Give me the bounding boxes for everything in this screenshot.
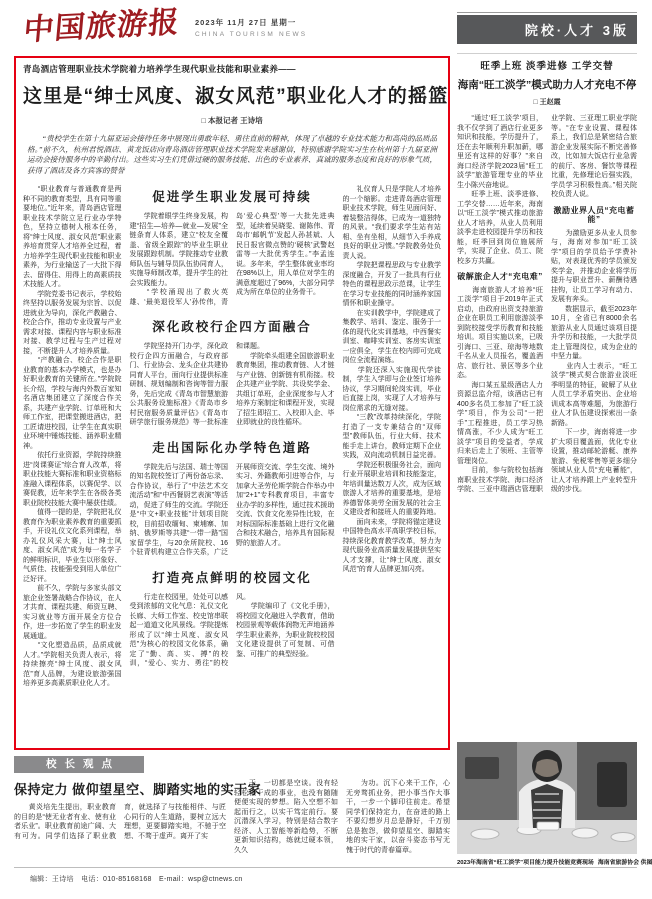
- side-article-subhead-2: 激励业界人员“充电蓄能”: [553, 205, 635, 224]
- section-heading-1: 促进学生职业发展可持续: [152, 190, 312, 204]
- main-article-lead: “贵校学生在第十九届亚运会接待任务中展现出勇敢年轻、勇往直前的精神，体现了卓越的专业技术能力和高尚的品质品格。”前不久，杭州君悦酒店、黄龙饭店向青岛酒店管理职业技术学院发来感谢信，特别感谢学院实习生在杭州第十九届亚洲运动会接待服务中的辛勤付出。这些实习生们凭借过硬的服务技能、出色的专业素养、真诚的服务态度和良好的形象气质，获得了酒店及各方宾客的赞誉: [27, 134, 437, 175]
- principal-viewpoint-section: [14, 756, 450, 857]
- section-banner-label: 院校·人才 3版: [457, 15, 637, 44]
- side-article-text-1: 海南旅游人才培养“旺工淡学”项目于2019年正式启动，由政府出资支持旅游企业在职员工利用旅游淡季到院校接受学历教育和技能培训。项目实施以来，已吸引海口、三亚、琼海等地数千名从业人员报名，覆盖酒店、旅行社、景区等多个业态。 海口某五星级酒店人力资源总监介绍，该酒店已有400多名员工参加了“旺工淡学”项目，作为公司“一把手”工程推进，员工学习热情高涨，不少人成为“旺工淡学”项目的受益者，学成归来后走上了领班、主管等管理岗位。 目前，参与院校包括海南职业技术学院、海口经济学院、三亚中瑞酒店管理职业学院、三亚理工职业学院等。“在专业设置、课程体系上，我们总是紧密结合旅游企业发展实际不断完善修改，比如加大饭店行业急需的前厅、客房、餐饮等课程比重，先修理论后强实践，学员学习积极性高。”相关院校负责人说。: [457, 115, 637, 493]
- main-article-column-1: “职业教育与普通教育是两种不同的教育类型，具有同等重要地位。”近年来，青岛酒店管理职业技术学院立足行业办学特色，坚持立德树人根本任务，将“绅士风度、淑女风范”职业素养培育贯穿人才培养全过程，着力培养学生现代职业技能和职业素养，为行业输送了一大批下得去、留得住、用得上的高素质技术技能人才。 学院党委书记表示，学校始终坚持以服务发展为宗旨、以促进就业为导向，深化产教融合、校企合作，推动专业设置与产业需求对接、课程内容与职业标准对接、教学过程与生产过程对接，不断提升人才培养质量。 “产教融合、校企合作是职业教育的基本办学模式，也是办好职业教育的关键所在。”学院院长介绍，学校与海内外数百家知名酒店集团建立了深度合作关系，共建产业学院、订单班和大师工作室，把课堂搬进酒店，把工匠请进校园，让学生在真实职业环境中锤炼技能、涵养职业精神。 依托行业资源，学院持续推进“岗课赛证”综合育人改革，将职业技能大赛标准和职业资格标准融入课程体系，以赛促学、以赛促教，近年来学生在各级各类职业院校技能大赛中屡获佳绩。 值得一提的是，学院把礼仪教育作为职业素养教育的重要抓手，开设礼仪文化系列课程，举办礼仪风采大赛，让“绅士风度、淑女风范”成为每一名学子的鲜明标识，毕业生以形象好、气质佳、技能强受到用人单位广泛好评。 前不久，学院与多家头部文旅企业签署战略合作协议，在人才共育、课程共建、师资互聘、实习就业等方面开展全方位合作，进一步拓宽了学生的职业发展通道。 “文化塑造品质，品质成就人才。”学院相关负责人表示，将持续擦亮“绅士风度、淑女风范”育人品牌，为建设旅游强国培养更多高素质职业化人才。: [23, 186, 122, 687]
- banner-bottom-rule: [457, 53, 637, 54]
- principal-headline: 保持定力 做仰望星空、脚踏实地的实干家: [14, 782, 262, 797]
- footer-editor-line: 编辑：王诗培 电话：010-85168168 E-mail：wsp@ctnews.cn: [30, 876, 243, 883]
- side-article-intro: “通过‘旺工淡学’项目，我不仅学到了酒店行业更多知识和技能，学历提升了，还在去年顺利升职加薪，哪里还有这样的好事？”来自海口经济学院2023届“旺工淡学”旅游管理专业的毕业生小陈兴奋地说。 旺季上班、淡季进修、工学交替……近年来，海南以“旺工淡学”模式推动旅游业人才培养，从业人员利用淡季走进校园提升学历和技能，旺季回到岗位施展所学，实现了企业、员工、院校多方共赢。: [457, 115, 543, 265]
- photo-credit: 海南省旅游协会 供图: [597, 860, 652, 866]
- competition-photo: [457, 742, 637, 854]
- newspaper-english-name: CHINA TOURISM NEWS: [195, 31, 308, 38]
- section-heading-2: 深化政校行企四方面融合: [152, 320, 312, 334]
- main-article-center-columns: [130, 185, 335, 733]
- main-article-byline: □ 本报记者 王诗培: [201, 116, 263, 125]
- banner-top-rule: [457, 12, 637, 13]
- section-heading-4: 打造亮点鲜明的校园文化: [152, 570, 312, 585]
- section-heading-3: 走出国际化办学特色道路: [152, 440, 312, 455]
- principal-section-label: 校长观点: [14, 756, 144, 773]
- principal-left-block: [14, 779, 262, 857]
- section-text-4: 行走在校园里，处处可以感受到浓郁的文化气息：礼仪文化长廊、大师工作室、校史馆串联起一道道文化风景线。学院提炼形成了以“绅士风度、淑女风范”为核心的校园文化体系，确定了“勤、高、实、搏”的校训，“爱心、实力、勇往”的校风。 学院编印了《文化手册》，将校园文化融进入学教育，借助校园景观等载体润物无声地涵养学生职业素养，为职业院校校园文化建设提供了可复制、可借鉴、可推广的典型经验。: [129, 593, 335, 667]
- side-article-subhead-1: 破解旅企人才“充电难”: [457, 272, 543, 281]
- side-article-headline: 海南“旺工淡学”模式助力人才充电不停: [457, 79, 637, 91]
- masthead: [21, 4, 308, 49]
- photo-caption: [457, 857, 652, 866]
- newspaper-logo: 中国旅游报: [21, 4, 182, 49]
- section-text-2: 学院坚持开门办学，深化政校行企四方面融合，与政府部门、行业协会、龙头企业共建协同育人平台，面向行业提供标准研制、规划编制和咨询等智力服务，先后完成《青岛市智慧旅游公共服务设施标准》《青岛市乡村民宿服务质量评估》《青岛市研学旅行服务规范》等一批标准和课题。 学院牵头组建全国旅游职业教育集团，推动教育链、人才链与产业链、创新链有机衔接。校企共建产业学院、共设奖学金、共组订单班，企业深度参与人才培养方案制定和课程开发，实现了招生即招工、入校即入企、毕业即就业的良性循环。: [129, 343, 335, 426]
- side-article: [457, 58, 637, 722]
- main-article-kicker: 青岛酒店管理职业技术学院着力培养学生现代职业技能和职业素养——: [23, 64, 296, 74]
- side-article-text-2: 为激励更多从业人员参与，海南对参加“旺工淡学”项目的学员给予学费补贴，对表现优秀的学员颁发奖学金，并推动企业将学历提升与职业晋升、薪酬待遇挂钩，让员工学习有动力、发展有奔头。 数据显示，截至2023年10月，全省已有8000余名旅游从业人员通过该项目提升学历和技能，一大批学员走上管理岗位，成为企业的中坚力量。 业内人士表示，“旺工淡学”模式契合旅游业淡旺季明显的特征，破解了从业人员工学矛盾突出、企业培训成本高等难题，为旅游行业人才队伍建设探索出一条新路。 下一步，海南将进一步扩大项目覆盖面，优化专业设置，推动邮轮游艇、康养旅游、免税零售等更多细分领域从业人员“充电蓄能”，让人才培养跟上产业转型升级的步伐。: [551, 229, 637, 493]
- principal-intro-text: 黄炎培先生提出，职业教育的目的是“使无业者有业、使有业者乐业”。职业教育前途广阔、大有可为。同学们选择了职业教育，就选择了与技能相伴、与匠心同行的人生道路，要树立远大理想，更要脚踏实地，不驰于空想、不骛于虚声。离开了实: [14, 804, 226, 840]
- main-article-body: [23, 185, 441, 733]
- principal-body: [14, 779, 450, 857]
- main-article: [14, 56, 450, 750]
- side-article-kicker: 旺季上班 淡季进修 工学交替: [480, 61, 614, 72]
- masthead-meta: [195, 17, 307, 38]
- section-text-3: 学院先后与法国、瑞士等国的知名院校签订了两份备忘录、合作协议，举行了“中法艺术交流活动”和“中西餐厨艺表演”等活动，促进了师生的交流。学院还是“中文+职业技能”计划项目院校，目前招收缅甸、柬埔寨、加纳、俄罗斯等共建“一带一路”国家留学生，与20余所院校、16个驻青机构建立合作关系，广泛开展师资交流、学生交流、境外实习、外籍教师引进等合作，与加拿大圣劳伦斯学院合作举办中加“2+1”专科教育项目，丰富专业办学的多样性，通过技术援助交流、饮食文化差异性比较，在对标国际标准基础上进行文化融合和技术融合，培养具有国际视野的旅游人才。: [129, 463, 335, 556]
- photo-caption-text: 2023年海南省“旺工淡学”项目能力提升技能竞赛现场: [457, 860, 594, 866]
- section-banner: [457, 12, 637, 54]
- main-article-headline: 这里是“绅士风度、淑女风范”职业化人才的摇篮: [23, 86, 449, 107]
- side-article-byline: □ 王赵霞: [533, 99, 561, 106]
- side-article-body: [457, 114, 637, 722]
- principal-column-4: 为功。沉下心来干工作，心无旁骛抓业务，把小事当作大事干，一步一个脚印往前走。希望同学们保持定力，在奋进的路上不要幻想岁月总是静好，千万别总是抱怨，做仰望星空、脚踏实地的实干家，以奋斗姿态书写无愧于时代的青春篇章。: [346, 780, 450, 854]
- principal-column-3: 干，一切都是空谈。没有轻轻松松干成的事业，也没有随随便便实现的梦想。陷入空想不如起而行之，以实干笃定前行。要沉潜深入学习，特别是结合数字经济、人工智能等新趋势，不断更新知识结构，练就过硬本领，久久: [234, 780, 338, 854]
- main-article-column-4: 礼仪育人只是学院人才培养的一个缩影。走进青岛酒店管理职业技术学院，师生见面问好、着装整洁得体，已成为一道独特的风景。“我们要求学生站有站相、坐有坐相，从细节入手养成良好的职业习惯。”学院教务处负责人说。 学院把课程思政与专业教学深度融合，开发了一批具有行业特色的课程思政示范课，让学生在学习专业技能的同时涵养家国情怀和职业操守。 在实训教学中，学院建成了集教学、培训、鉴定、服务于一体的现代化实训基地，中西餐实训室、咖啡实训室、客房实训室一应俱全，学生在校内即可完成岗位全流程演练。 学院还深入实施现代学徒制，学生入学即与企业签订培养协议，学习期间轮岗实训，毕业后直接上岗，实现了人才培养与岗位需求的无缝对接。 “三教”改革持续深化，学院打造了一支专兼结合的“双师型”教师队伍，行业大师、技术能手走上讲台，教师定期下企业实践，双向流动机制日益完善。 学院还积极服务社会，面向行业开展职业培训和技能鉴定，年培训量达数万人次，成为区域旅游人才培养的重要基地，是培养德智体美劳全面发展的社会主义建设者和接班人的重要阵地。 面向未来，学院将锚定建设中国特色高水平高职学校目标，持续深化教育教学改革，努力为现代服务业高质量发展提供坚实人才支撑，让“绅士风度、淑女风范”的育人品牌更加闪亮。: [342, 186, 441, 573]
- section-text-1: 学院着眼学生终身发展，构建“招生—培养—就业—发展”全链条育人体系，建立“校友全覆盖、省级全跟踪”的毕业生职业发展跟踪机制。学院推动专业教师队伍与辅导员队伍协同育人，实施导师制改革，提升学生的社会实践能力。 “学校涌现出了救火英雄、‘最美退役军人’孙传伟，青岛‘爱心典型’等一大批先进典型，延续着吴晓雯、谢陈伟、青岛市‘邮帆节’发起人孙甚斌、人民日报官微点赞的‘硬核’武警赵雷等一大批优秀学生。”李孟连说。多年来，学生整体就业率均在98%以上，用人单位对学生的满意度超过了96%，大部分同学成为所在单位的业务骨干。: [129, 213, 335, 306]
- issue-date: 2023年 11月 27日 星期一: [195, 18, 297, 27]
- footer-rule: [14, 867, 637, 868]
